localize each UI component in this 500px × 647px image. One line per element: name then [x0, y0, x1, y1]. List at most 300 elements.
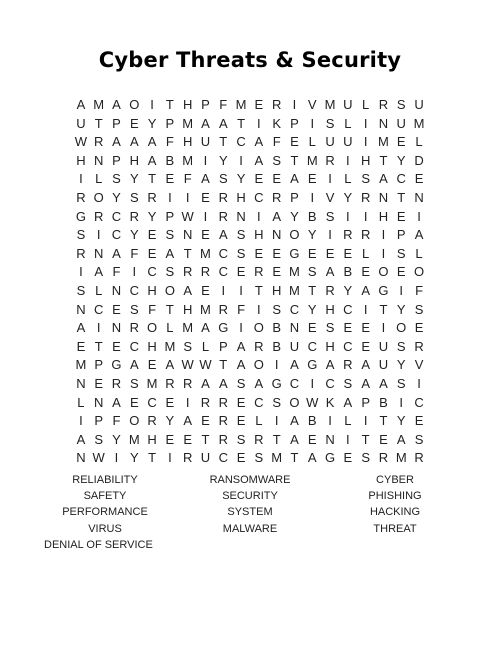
grid-letter: A — [343, 394, 353, 410]
word-item: SECURITY — [222, 490, 278, 503]
grid-letter: U — [378, 338, 389, 354]
grid-letter: O — [253, 320, 264, 336]
word-item: MALWARE — [222, 522, 278, 535]
grid-letter: S — [307, 264, 317, 280]
grid-letter: H — [325, 338, 335, 354]
grid-letter: E — [272, 264, 281, 280]
grid-letter: U — [325, 134, 335, 150]
grid-letter: I — [346, 431, 350, 447]
grid-letter: A — [201, 320, 210, 336]
grid-letter: Y — [290, 208, 299, 224]
grid-letter: I — [96, 227, 101, 243]
grid-letter: L — [362, 245, 370, 261]
grid-letter: R — [200, 264, 211, 280]
puzzle-title: Cyber Threats & Security — [98, 48, 402, 72]
grid-letter: E — [307, 431, 317, 447]
grid-letter: C — [343, 338, 353, 354]
grid-letter: B — [307, 208, 317, 224]
grid-letter: I — [239, 282, 243, 298]
grid-letter: C — [111, 208, 122, 224]
grid-letter: A — [290, 357, 299, 373]
grid-letter: N — [414, 189, 424, 205]
grid-letter: C — [218, 264, 228, 280]
grid-letter: B — [272, 320, 281, 336]
grid-letter: N — [111, 320, 122, 336]
grid-letter: G — [75, 208, 86, 224]
grid-letter: C — [129, 338, 139, 354]
grid-letter: F — [112, 413, 121, 429]
grid-letter: S — [414, 301, 424, 317]
grid-letter: E — [396, 134, 406, 150]
grid-letter: T — [308, 282, 317, 298]
grid-row — [72, 412, 428, 431]
grid-letter: S — [325, 320, 335, 336]
grid-letter: R — [76, 189, 86, 205]
grid-letter: R — [94, 134, 104, 150]
grid-letter: P — [361, 394, 370, 410]
grid-letter: O — [289, 394, 300, 410]
grid-letter: I — [381, 227, 386, 243]
grid-letter: I — [274, 357, 279, 373]
grid-letter: R — [414, 338, 424, 354]
grid-letter: I — [399, 394, 404, 410]
grid-letter: N — [76, 375, 86, 391]
grid-letter: H — [147, 282, 157, 298]
grid-letter: C — [94, 301, 104, 317]
grid-letter: O — [253, 357, 264, 373]
grid-letter: N — [325, 431, 335, 447]
grid-letter: C — [218, 245, 228, 261]
grid-letter: A — [325, 357, 335, 373]
grid-letter: S — [325, 115, 335, 131]
grid-letter: I — [203, 208, 208, 224]
grid-letter: E — [165, 431, 175, 447]
grid-letter: E — [343, 450, 353, 466]
grid-letter: N — [236, 208, 246, 224]
grid-letter: R — [254, 338, 264, 354]
grid-letter: T — [290, 450, 299, 466]
grid-letter: A — [76, 431, 86, 447]
grid-letter: I — [79, 264, 83, 280]
grid-letter: I — [399, 282, 404, 298]
grid-letter: H — [254, 227, 264, 243]
grid-letter: I — [363, 115, 368, 131]
grid-row — [72, 449, 428, 468]
grid-letter: P — [165, 208, 175, 224]
grid-letter: A — [414, 227, 424, 243]
grid-letter: S — [272, 301, 281, 317]
grid-letter: M — [289, 282, 300, 298]
grid-letter: U — [200, 134, 211, 150]
grid-letter: R — [271, 189, 282, 205]
grid-letter: L — [344, 171, 352, 187]
grid-letter: E — [307, 171, 317, 187]
grid-letter: R — [147, 413, 157, 429]
grid-letter: A — [218, 375, 228, 391]
grid-letter: R — [378, 450, 389, 466]
grid-letter: T — [219, 357, 228, 373]
grid-letter: Y — [307, 227, 317, 243]
grid-letter: L — [77, 394, 85, 410]
word-item: PERFORMANCE — [62, 506, 148, 519]
grid-letter: R — [182, 264, 193, 280]
grid-letter: R — [325, 152, 335, 168]
grid-letter: Y — [147, 208, 157, 224]
grid-letter: Y — [396, 413, 406, 429]
grid-letter: E — [201, 227, 210, 243]
grid-letter: T — [379, 413, 388, 429]
grid-letter: I — [96, 320, 101, 336]
grid-row — [72, 189, 428, 208]
grid-letter: S — [236, 227, 246, 243]
grid-letter: E — [236, 264, 246, 280]
grid-letter: E — [183, 431, 193, 447]
grid-letter: A — [112, 245, 121, 261]
grid-letter: K — [325, 394, 335, 410]
word-item: CYBER — [376, 474, 414, 486]
grid-letter: T — [148, 171, 157, 187]
grid-letter: A — [254, 375, 264, 391]
grid-letter: L — [308, 134, 316, 150]
word-item: VIRUS — [88, 522, 122, 535]
grid-letter: P — [218, 338, 228, 354]
grid-letter: I — [257, 208, 261, 224]
grid-letter: A — [396, 431, 406, 447]
grid-letter: T — [290, 152, 299, 168]
grid-letter: T — [165, 301, 174, 317]
grid-row — [72, 115, 428, 134]
grid-letter: N — [378, 115, 389, 131]
grid-letter: I — [221, 282, 226, 298]
grid-letter: M — [200, 301, 211, 317]
grid-letter: T — [94, 115, 103, 131]
grid-letter: Y — [307, 301, 317, 317]
word-list-column-2 — [190, 472, 310, 537]
grid-letter: W — [306, 394, 319, 410]
grid-letter: N — [111, 282, 122, 298]
grid-letter: H — [76, 152, 86, 168]
grid-letter: E — [112, 338, 121, 354]
grid-letter: Y — [396, 152, 406, 168]
grid-letter: A — [201, 171, 210, 187]
grid-letter: U — [289, 338, 300, 354]
grid-letter: M — [395, 450, 407, 466]
grid-letter: R — [218, 413, 228, 429]
grid-letter: M — [164, 338, 176, 354]
grid-letter: T — [254, 282, 263, 298]
grid-row — [72, 226, 428, 245]
grid-letter: B — [272, 338, 281, 354]
grid-row — [72, 152, 428, 171]
grid-letter: I — [79, 413, 83, 429]
grid-letter: U — [396, 115, 406, 131]
grid-letter: C — [218, 450, 228, 466]
grid-letter: E — [361, 264, 370, 280]
grid-letter: E — [236, 450, 246, 466]
grid-letter: U — [343, 97, 353, 112]
grid-letter: I — [363, 301, 368, 317]
grid-letter: M — [128, 431, 140, 447]
grid-letter: A — [379, 171, 388, 187]
grid-letter: A — [129, 357, 139, 373]
grid-letter: A — [165, 245, 175, 261]
grid-letter: R — [129, 208, 139, 224]
grid-letter: E — [254, 245, 264, 261]
grid-letter: B — [307, 413, 317, 429]
grid-letter: A — [76, 97, 86, 112]
grid-letter: E — [94, 375, 104, 391]
grid-letter: R — [378, 97, 389, 112]
grid-letter: R — [182, 375, 193, 391]
grid-letter: O — [413, 264, 425, 280]
grid-letter: I — [363, 208, 368, 224]
grid-letter: S — [272, 394, 281, 410]
grid-letter: H — [147, 338, 157, 354]
grid-letter: M — [306, 152, 318, 168]
grid-letter: L — [95, 171, 103, 187]
grid-letter: R — [165, 375, 175, 391]
grid-letter: R — [200, 394, 211, 410]
grid-letter: N — [76, 301, 86, 317]
grid-letter: Y — [129, 227, 139, 243]
grid-letter: A — [112, 394, 121, 410]
grid-letter: R — [254, 264, 264, 280]
grid-letter: R — [360, 189, 371, 205]
grid-letter: T — [148, 450, 157, 466]
grid-letter: R — [129, 320, 139, 336]
grid-letter: T — [272, 431, 281, 447]
grid-letter: Y — [218, 152, 228, 168]
grid-letter: V — [414, 357, 424, 373]
grid-letter: C — [289, 375, 300, 391]
grid-letter: L — [255, 413, 263, 429]
grid-letter: Y — [236, 171, 246, 187]
grid-letter: A — [165, 357, 175, 373]
grid-letter: O — [164, 282, 175, 298]
grid-letter: A — [76, 320, 86, 336]
grid-letter: L — [415, 134, 423, 150]
grid-letter: F — [148, 301, 157, 317]
grid-letter: I — [203, 152, 208, 168]
word-item: SYSTEM — [227, 506, 273, 519]
grid-letter: A — [361, 375, 370, 391]
grid-letter: C — [254, 394, 264, 410]
grid-letter: A — [218, 227, 228, 243]
grid-letter: E — [254, 171, 264, 187]
grid-letter: V — [307, 97, 317, 112]
grid-letter: T — [94, 338, 103, 354]
grid-letter: I — [185, 189, 190, 205]
grid-letter: O — [129, 97, 140, 112]
grid-letter: I — [132, 264, 137, 280]
grid-letter: E — [343, 320, 353, 336]
grid-letter: E — [414, 171, 424, 187]
grid-letter: S — [414, 431, 424, 447]
grid-letter: F — [130, 245, 139, 261]
grid-letter: L — [344, 115, 352, 131]
grid-letter: P — [290, 189, 299, 205]
grid-letter: A — [147, 134, 157, 150]
grid-letter: U — [378, 357, 389, 373]
grid-letter: A — [183, 413, 193, 429]
grid-letter: E — [414, 413, 424, 429]
grid-letter: H — [360, 152, 371, 168]
grid-letter: C — [414, 394, 424, 410]
grid-letter: E — [236, 413, 246, 429]
grid-letter: C — [289, 301, 300, 317]
grid-letter: I — [363, 134, 368, 150]
grid-letter: H — [147, 431, 157, 447]
grid-letter: E — [414, 320, 424, 336]
grid-letter: G — [307, 357, 318, 373]
grid-row — [72, 338, 428, 357]
grid-letter: R — [343, 357, 353, 373]
grid-letter: E — [112, 301, 121, 317]
grid-letter: I — [381, 320, 386, 336]
grid-letter: P — [112, 115, 121, 131]
grid-letter: M — [200, 245, 211, 261]
grid-letter: U — [200, 450, 211, 466]
grid-letter: R — [325, 282, 335, 298]
grid-letter: A — [183, 282, 193, 298]
grid-letter: E — [396, 264, 406, 280]
grid-letter: A — [218, 115, 228, 131]
grid-letter: Y — [343, 282, 353, 298]
grid-letter: H — [129, 152, 139, 168]
grid-letter: G — [271, 375, 282, 391]
grid-row — [72, 96, 428, 115]
grid-letter: E — [236, 394, 246, 410]
grid-letter: W — [181, 357, 194, 373]
grid-letter: A — [129, 134, 139, 150]
grid-letter: M — [235, 97, 247, 112]
grid-letter: L — [415, 245, 423, 261]
grid-letter: E — [165, 171, 175, 187]
grid-row — [72, 394, 428, 413]
grid-row — [72, 301, 428, 320]
grid-letter: A — [379, 375, 388, 391]
grid-letter: C — [325, 375, 335, 391]
grid-letter: C — [307, 338, 317, 354]
grid-letter: T — [361, 431, 370, 447]
grid-letter: F — [165, 134, 174, 150]
grid-letter: R — [218, 394, 228, 410]
grid-letter: R — [182, 450, 193, 466]
grid-letter: S — [94, 431, 104, 447]
grid-letter: I — [417, 375, 421, 391]
grid-letter: M — [324, 97, 336, 112]
grid-letter: Y — [147, 115, 157, 131]
grid-letter: E — [290, 134, 299, 150]
grid-letter: E — [361, 320, 370, 336]
grid-letter: U — [343, 134, 353, 150]
grid-letter: N — [378, 189, 389, 205]
letter-grid — [72, 96, 428, 468]
grid-letter: S — [218, 171, 228, 187]
grid-letter: E — [129, 115, 139, 131]
grid-letter: I — [114, 450, 119, 466]
grid-letter: C — [396, 171, 406, 187]
grid-letter: B — [379, 394, 388, 410]
grid-letter: R — [94, 208, 104, 224]
grid-letter: S — [165, 227, 175, 243]
grid-letter: E — [201, 282, 210, 298]
grid-letter: B — [165, 152, 175, 168]
grid-letter: S — [129, 301, 139, 317]
grid-letter: I — [381, 245, 386, 261]
grid-letter: I — [292, 97, 297, 112]
grid-letter: I — [346, 152, 350, 168]
grid-letter: E — [307, 245, 317, 261]
grid-letter: S — [396, 375, 406, 391]
grid-letter: P — [201, 97, 210, 112]
grid-letter: A — [201, 115, 210, 131]
grid-letter: I — [346, 208, 350, 224]
grid-letter: F — [112, 264, 121, 280]
word-item: RANSOMWARE — [209, 474, 291, 486]
grid-letter: I — [417, 208, 421, 224]
grid-letter: M — [378, 134, 389, 150]
grid-letter: F — [183, 171, 192, 187]
grid-letter: H — [325, 301, 335, 317]
grid-letter: A — [290, 413, 299, 429]
grid-letter: C — [111, 227, 122, 243]
grid-letter: I — [328, 413, 332, 429]
grid-letter: A — [236, 357, 246, 373]
grid-row — [72, 263, 428, 282]
grid-letter: V — [325, 189, 335, 205]
grid-letter: N — [94, 152, 104, 168]
grid-letter: I — [274, 413, 279, 429]
grid-letter: L — [201, 338, 210, 354]
grid-letter: M — [93, 97, 105, 112]
grid-letter: E — [147, 245, 157, 261]
grid-letter: N — [94, 394, 104, 410]
grid-letter: R — [218, 208, 228, 224]
grid-letter: A — [361, 282, 370, 298]
grid-letter: E — [325, 245, 335, 261]
grid-letter: E — [379, 431, 388, 447]
grid-letter: S — [343, 375, 353, 391]
word-list-column-1 — [44, 472, 160, 553]
grid-letter: I — [79, 171, 83, 187]
grid-letter: H — [182, 134, 193, 150]
grid-letter: R — [414, 450, 424, 466]
grid-letter: T — [219, 134, 228, 150]
grid-letter: A — [307, 450, 317, 466]
grid-letter: H — [378, 208, 389, 224]
grid-letter: I — [257, 115, 261, 131]
grid-letter: U — [414, 97, 424, 112]
grid-letter: A — [254, 134, 264, 150]
grid-letter: E — [343, 245, 353, 261]
grid-letter: P — [290, 115, 299, 131]
grid-letter: I — [328, 227, 332, 243]
grid-letter: C — [147, 394, 157, 410]
grid-letter: S — [272, 152, 281, 168]
grid-letter: W — [199, 357, 212, 373]
grid-letter: I — [363, 413, 368, 429]
grid-letter: I — [150, 97, 154, 112]
grid-letter: M — [271, 450, 283, 466]
grid-letter: N — [182, 227, 193, 243]
grid-letter: C — [343, 301, 353, 317]
grid-letter: I — [185, 394, 190, 410]
grid-letter: E — [165, 394, 175, 410]
grid-letter: B — [343, 264, 353, 280]
grid-letter: M — [182, 152, 194, 168]
grid-letter: M — [182, 115, 194, 131]
